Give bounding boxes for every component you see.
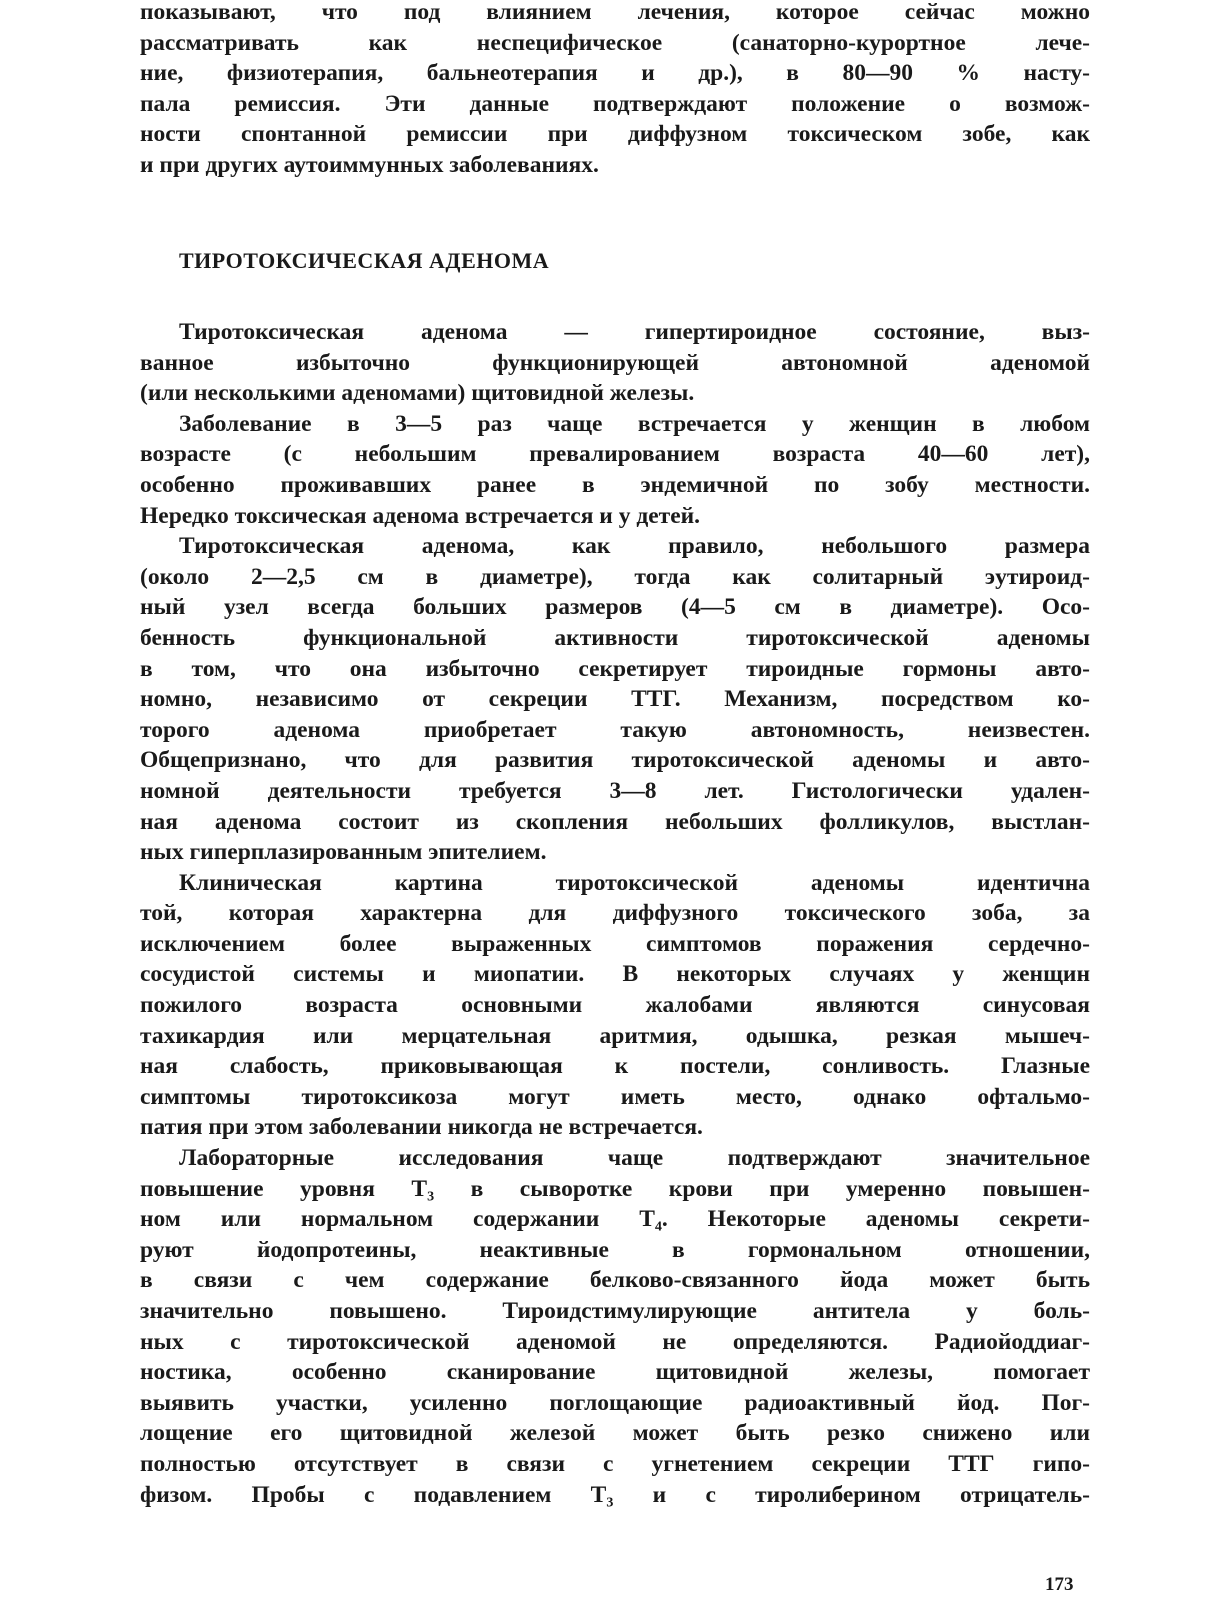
text-line: особенно проживавших ранее в эндемичной по зобу местности.	[140, 471, 1090, 498]
text-line: симптомы тиротоксикоза могут иметь место, однако офтальмо-	[140, 1083, 1090, 1110]
text-line: номно, независимо от секреции ТТГ. Механизм, посредством ко-	[140, 686, 1090, 713]
text-line: (около 2—2,5 см в диаметре), тогда как солитарный эутироид-	[140, 563, 1090, 590]
text-line: Клиническая картина тиротоксической аденомы идентична	[179, 869, 1090, 896]
text-line: в связи с чем содержание белково-связанного йода может быть	[140, 1267, 1090, 1294]
text-line: Заболевание в 3—5 раз чаще встречается у женщин в любом	[179, 410, 1090, 437]
page-number: 173	[1045, 1574, 1074, 1595]
text-line: Нередко токсическая аденома встречается и у детей.	[140, 502, 701, 529]
text-line: возрасте (с небольшим превалированием возраста 40—60 лет),	[140, 441, 1090, 468]
text-line: исключением более выраженных симптомов поражения сердечно-	[140, 930, 1090, 957]
text-line: ном или нормальном содержании T₄. Некоторые аденомы секрети-	[140, 1206, 1090, 1233]
text-line: Тиротоксическая аденома — гипертироидное состояние, выз-	[179, 319, 1090, 345]
text-line: Тиротоксическая аденома, как правило, небольшого размера	[179, 533, 1090, 560]
text-line: лощение его щитовидной железой может быть резко снижено или	[140, 1420, 1090, 1447]
text-line: ных гиперплазированным эпителием.	[140, 839, 547, 866]
text-line: ных с тиротоксической аденомой не определяются. Радиойоддиаг-	[140, 1328, 1090, 1355]
text-line: показывают, что под влиянием лечения, которое сейчас можно	[140, 0, 1090, 25]
text-line: рассматривать как неспецифическое (санаторно-курортное лече-	[140, 29, 1090, 56]
intro-paragraph	[140, 0, 1090, 181]
text-line: тахикардия или мерцательная аритмия, одышка, резкая мышеч-	[140, 1022, 1090, 1049]
text-line: значительно повышено. Тироидстимулирующие антитела у боль-	[140, 1298, 1090, 1324]
text-line: пала ремиссия. Эти данные подтверждают положение о возмож-	[140, 90, 1090, 117]
text-line: (или несколькими аденомами) щитовидной железы.	[140, 380, 695, 407]
text-line: ная аденома состоит из скопления небольших фолликулов, выстлан-	[140, 808, 1090, 835]
text-line: ности спонтанной ремиссии при диффузном токсическом зобе, как	[140, 121, 1090, 148]
text-line: и при других аутоиммунных заболеваниях.	[140, 151, 599, 178]
text-line: патия при этом заболевании никогда не встречается.	[140, 1114, 703, 1141]
text-line: пожилого возраста основными жалобами являются синусовая	[140, 992, 1090, 1019]
text-line: повышение уровня T₃ в сыворотке крови при умеренно повышен-	[140, 1175, 1090, 1202]
text-line: Лабораторные исследования чаще подтверждают значительное	[179, 1145, 1090, 1172]
text-line: руют йодопротеины, неактивные в гормональном отношении,	[140, 1236, 1090, 1263]
text-line: сосудистой системы и миопатии. В некоторых случаях у женщин	[140, 961, 1090, 988]
text-line: ние, физиотерапия, бальнеотерапия и др.), в 80—90 % насту-	[140, 60, 1090, 87]
text-line: торого аденома приобретает такую автономность, неизвестен.	[140, 716, 1090, 743]
text-line: Общепризнано, что для развития тиротоксической аденомы и авто-	[140, 747, 1090, 774]
text-line: ванное избыточно функционирующей автономной аденомой	[140, 349, 1090, 376]
text-line: в том, что она избыточно секретирует тироидные гормоны авто-	[140, 655, 1090, 682]
section-body	[140, 317, 1090, 1510]
text-line: ностика, особенно сканирование щитовидной железы, помогает	[140, 1359, 1090, 1386]
text-line: той, которая характерна для диффузного токсического зоба, за	[140, 900, 1090, 927]
text-line: ная слабость, приковывающая к постели, сонливость. Глазные	[140, 1053, 1090, 1080]
text-line: ный узел всегда больших размеров (4—5 см в диаметре). Осо-	[140, 594, 1090, 621]
text-line: полностью отсутствует в связи с угнетением секреции ТТГ гипо-	[140, 1450, 1090, 1477]
section-heading: ТИРОТОКСИЧЕСКАЯ АДЕНОМА	[179, 248, 550, 273]
text-line: номной деятельности требуется 3—8 лет. Гистологически удален-	[140, 777, 1090, 804]
text-line: выявить участки, усиленно поглощающие радиоактивный йод. Пог-	[140, 1389, 1090, 1416]
text-line: бенность функциональной активности тиротоксической аденомы	[140, 624, 1090, 651]
text-line: физом. Пробы с подавлением T₃ и с тиролиберином отрицатель-	[140, 1481, 1090, 1508]
